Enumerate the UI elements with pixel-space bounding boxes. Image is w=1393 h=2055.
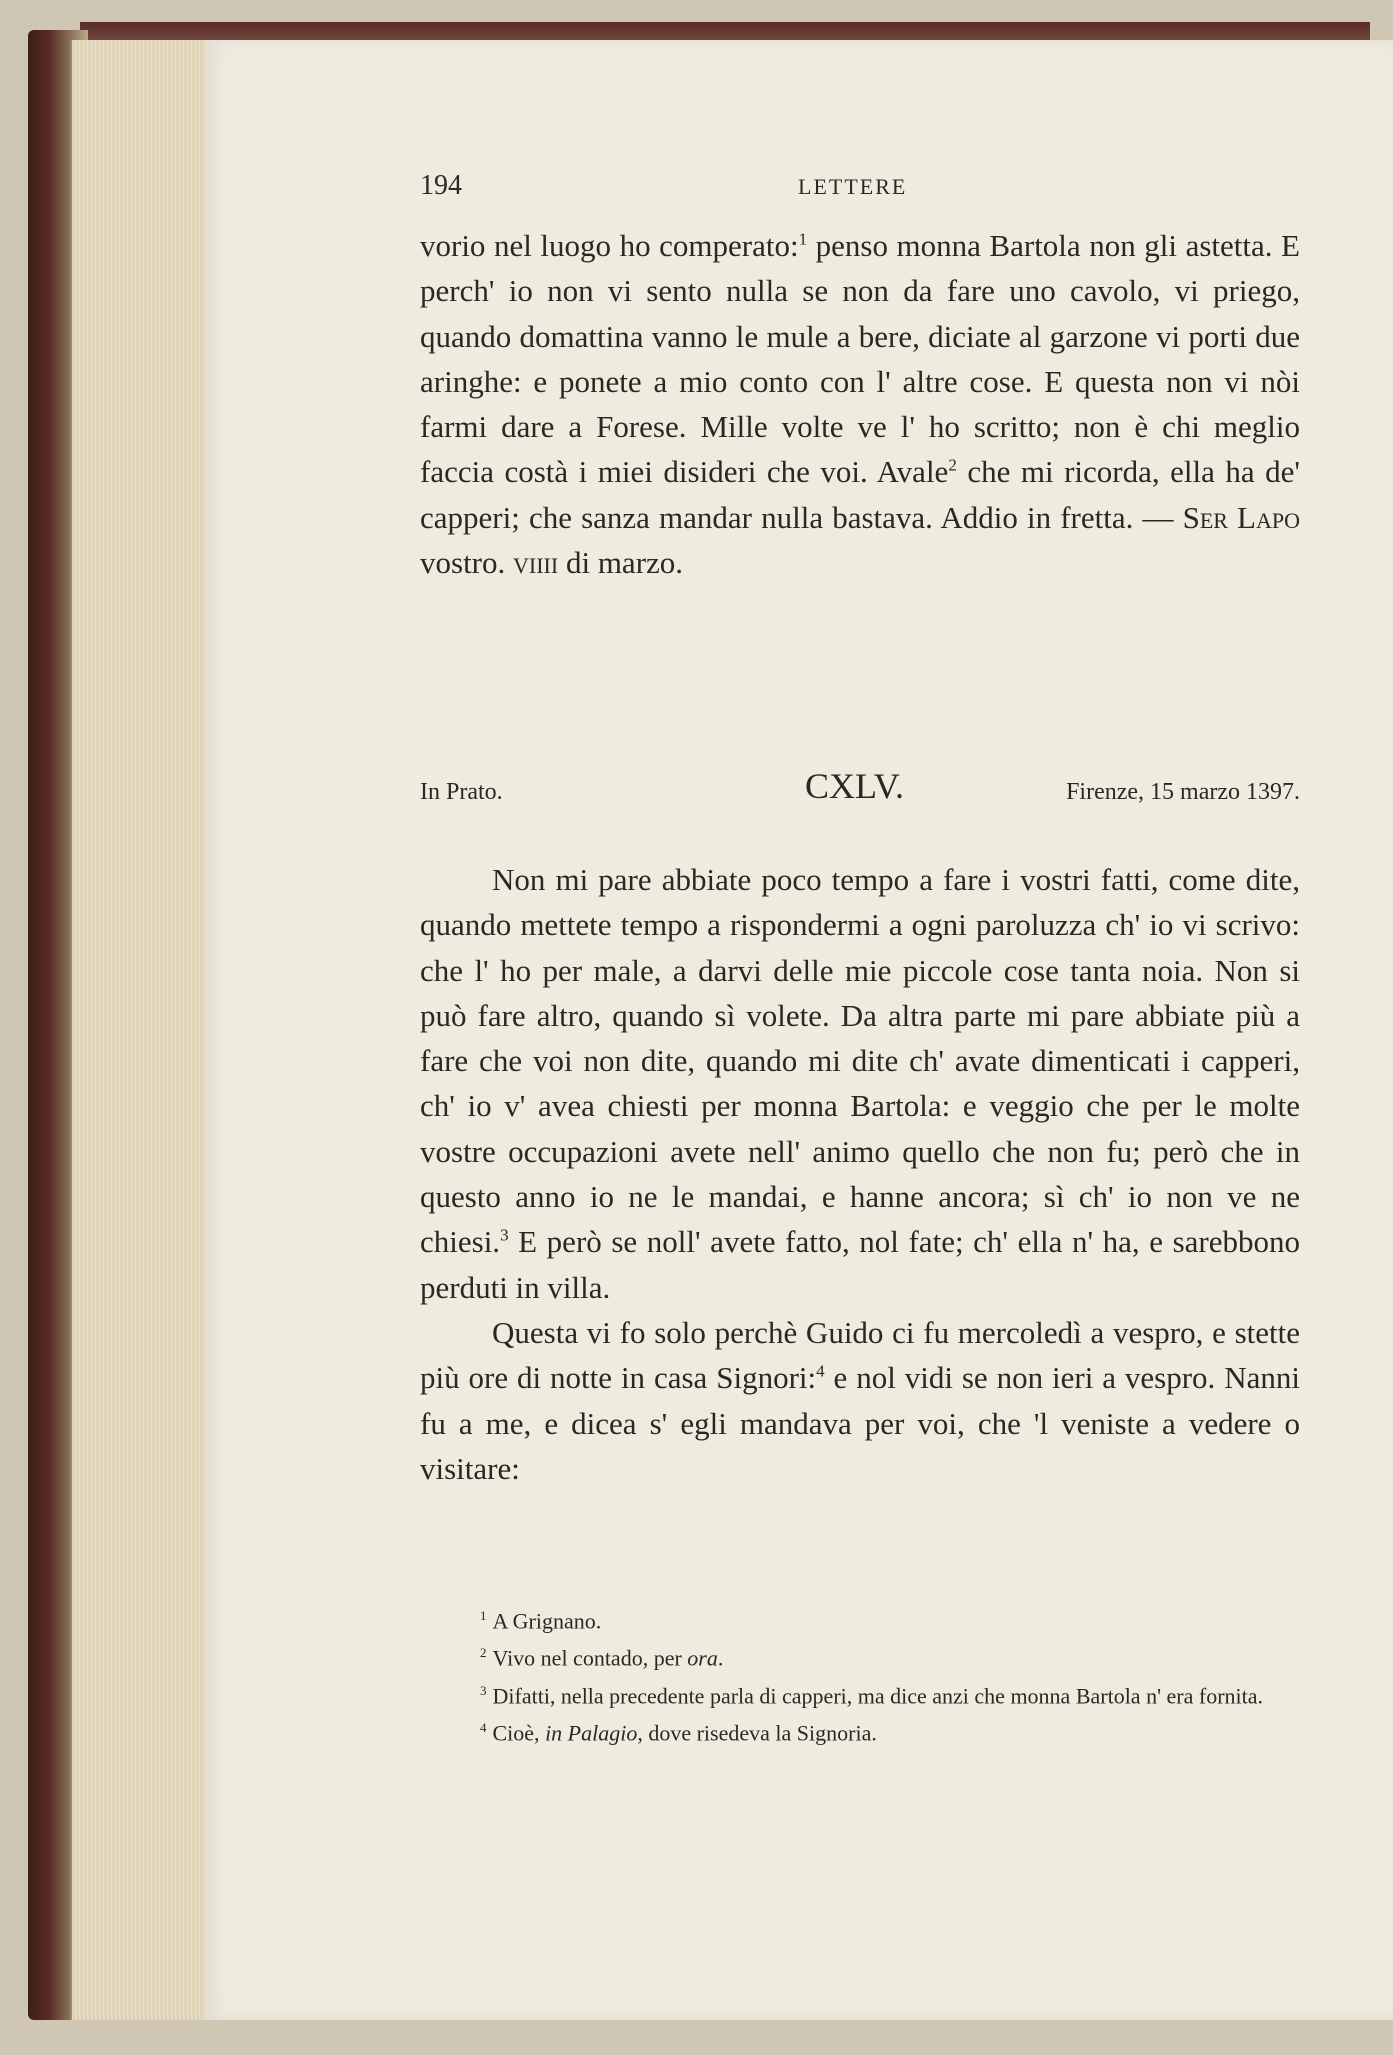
footnote-ref-2[interactable]: 2	[948, 456, 957, 476]
letter-dateline: Firenze, 15 marzo 1397.	[1066, 779, 1300, 805]
page-edges	[70, 40, 222, 2020]
footnote-3: $^3$ Difatti, nella precedente parla di capperi, ma dice anzi che monna Bartola n' era fornita.	[480, 1682, 1264, 1708]
previous-letter-ending: vorio nel luogo ho comperato:$^1$ penso monna Bartola non gli astetta. E perch' io non vi sento nulla se non da fare uno cavolo, vi priego, quando domattina vanno le mule a bere, diciate al garzone vi porti due aringhe: e ponete a mio conto con l' altre cose. E questa non vi nòi farmi dare a Forese. Mille volte ve l' ho scritto; non è chi meglio faccia costà i miei disideri che voi. Avale$^2$ che mi ricorda, ella ha de' capperi; che sanza mandar nulla bastava. Addio in fretta. — Ser Lapo vostro. viiii di marzo.	[420, 228, 1300, 581]
footnote-2: $^2$ Vivo nel contado, per ora.	[480, 1645, 724, 1671]
signature: Ser Lapo	[1182, 499, 1300, 535]
running-title: LETTERE	[798, 174, 908, 199]
footnotes	[420, 1600, 1300, 1749]
letter-header	[420, 765, 1300, 815]
letter-recipient: In Prato.	[420, 779, 503, 805]
letter-body	[420, 857, 1300, 1491]
footnote-ref-3[interactable]: 3	[500, 1226, 509, 1246]
footnote-4: $^4$ Cioè, in Palagio, dove risedeva la Signoria.	[480, 1719, 877, 1746]
letter-number: CXLV.	[805, 766, 905, 806]
page-number: 194	[420, 170, 462, 201]
footnote-1: $^1$ A Grignano.	[480, 1608, 602, 1634]
letter-paragraph: Non mi pare abbiate poco tempo a fare i vostri fatti, come dite, quando mettete tempo a rispondermi a ogni paroluzza ch' io vi scrivo: che l' ho per male, a darvi delle mie piccole cose tanta noia. Non si può fare altro, quando sì volete. Da altra parte mi pare abbiate più a fare che voi non dite, quando mi dite ch' avate dimenticati i capperi, ch' io v' avea chiesti per monna Bartola: e veggio che per le molte vostre occupazioni avete nell' animo quello che non fu; però che in questo anno io ne le mandai, e hanne ancora; sì ch' io non ve ne chiesi.$^3$ E però se noll' avete fatto, nol fate; ch' ella n' ha, e sarebbono perduti in villa.	[420, 862, 1300, 1305]
footnote-ref-4[interactable]: 4	[816, 1361, 825, 1381]
date-roman: viiii	[513, 545, 559, 581]
letter-paragraph: Questa vi fo solo perchè Guido ci fu mercoledì a vespro, e stette più ore di notte in casa Signori:$^4$ e nol vidi se non ieri a vespro. Nanni fu a me, e dicea s' egli mandava per voi, che 'l veniste a vedere o visitare:	[420, 1314, 1300, 1486]
footnote-ref-1[interactable]: 1	[798, 229, 808, 249]
